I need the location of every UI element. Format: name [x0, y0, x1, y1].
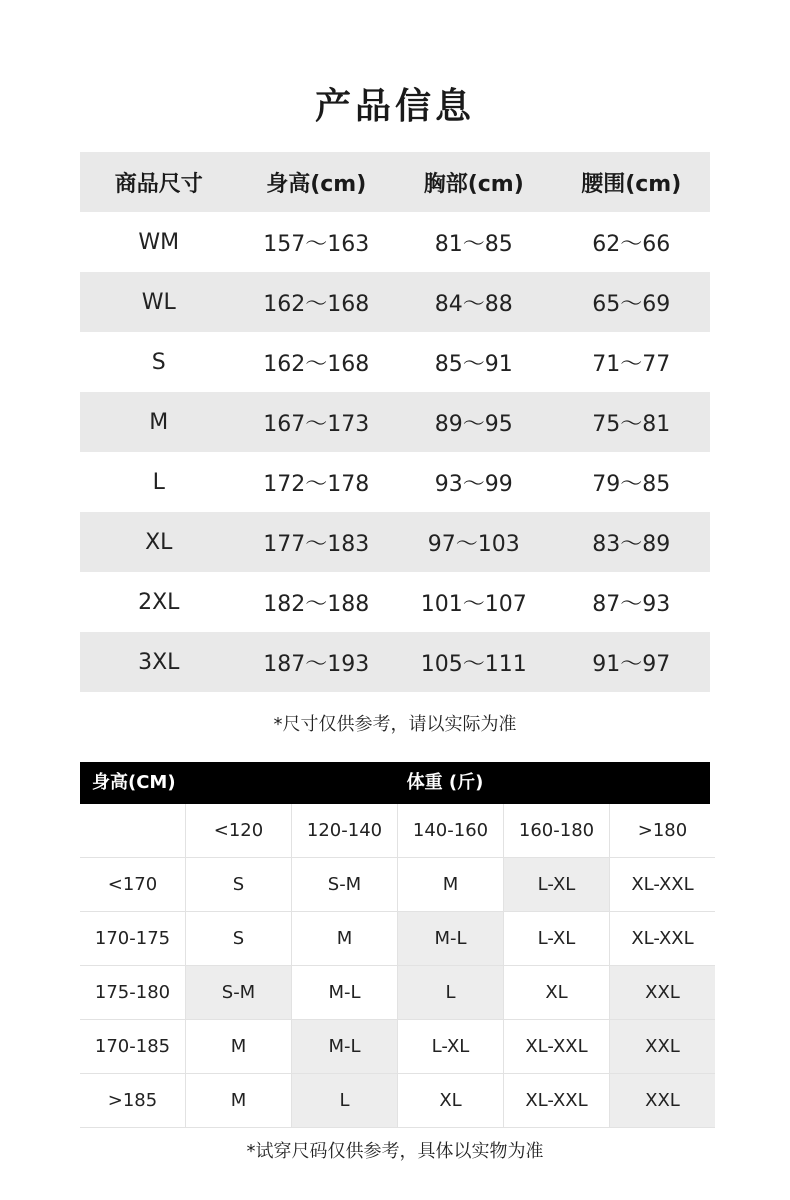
- cell-height: 187～193: [263, 651, 370, 677]
- cell-waist: 62～66: [592, 231, 671, 257]
- size-cell: XXL: [610, 1074, 716, 1128]
- row-height: 170-175: [80, 912, 186, 966]
- table-row: [80, 392, 710, 452]
- column-weight: 140-160: [398, 804, 504, 858]
- cell-chest: 93～99: [434, 471, 513, 497]
- size-table-header: [80, 152, 710, 212]
- size-cell: L-XL: [398, 1020, 504, 1074]
- table-row: [80, 452, 710, 512]
- column-weight: 160-180: [504, 804, 610, 858]
- table-row: [80, 1020, 715, 1074]
- size-cell: M-L: [292, 966, 398, 1020]
- size-table: [80, 152, 710, 692]
- header-waist: 腰围(cm): [581, 171, 682, 197]
- table-row: [80, 572, 710, 632]
- cell-waist: 65～69: [592, 291, 671, 317]
- column-weight: 120-140: [292, 804, 398, 858]
- size-cell: S: [186, 912, 292, 966]
- cell-size: XL: [145, 529, 173, 555]
- size-cell: S-M: [186, 966, 292, 1020]
- cell-size: 2XL: [138, 589, 180, 615]
- size-cell: XL-XXL: [504, 1020, 610, 1074]
- cell-height: 162～168: [263, 351, 370, 377]
- weight-note: *试穿尺码仅供参考，具体以实物为准: [246, 1141, 544, 1162]
- cell-waist: 91～97: [592, 651, 671, 677]
- size-cell: M-L: [292, 1020, 398, 1074]
- cell-height: 167～173: [263, 411, 370, 437]
- weight-table: [80, 804, 715, 1128]
- header-height: 身高(cm): [266, 171, 367, 197]
- cell-chest: 97～103: [427, 531, 520, 557]
- size-cell: M-L: [398, 912, 504, 966]
- weight-columns-row: [80, 804, 715, 858]
- cell-height: 172～178: [263, 471, 370, 497]
- table-row: [80, 912, 715, 966]
- cell-chest: 84～88: [434, 291, 513, 317]
- table-row: [80, 632, 710, 692]
- cell-size: M: [149, 409, 169, 435]
- cell-waist: 79～85: [592, 471, 671, 497]
- size-cell: XL-XXL: [504, 1074, 610, 1128]
- weight-table-header: [80, 762, 710, 804]
- row-height: >185: [80, 1074, 186, 1128]
- size-cell: S: [186, 858, 292, 912]
- size-cell: XXL: [610, 966, 716, 1020]
- weight-label: 体重 (斤): [406, 772, 484, 793]
- size-cell: L-XL: [504, 858, 610, 912]
- size-cell: XL-XXL: [610, 858, 716, 912]
- size-cell: M: [398, 858, 504, 912]
- column-weight: >180: [610, 804, 716, 858]
- cell-size: WM: [138, 229, 180, 255]
- row-height: 170-185: [80, 1020, 186, 1074]
- column-weight: <120: [186, 804, 292, 858]
- cell-waist: 83～89: [592, 531, 671, 557]
- cell-size: 3XL: [138, 649, 180, 675]
- size-cell: L: [398, 966, 504, 1020]
- size-cell: XL: [504, 966, 610, 1020]
- size-cell: M: [186, 1020, 292, 1074]
- cell-size: WL: [141, 289, 176, 315]
- size-cell: L: [292, 1074, 398, 1128]
- size-cell: L-XL: [504, 912, 610, 966]
- table-row: [80, 858, 715, 912]
- header-chest: 胸部(cm): [423, 171, 524, 197]
- row-height: <170: [80, 858, 186, 912]
- column-blank: [80, 804, 186, 858]
- table-row: [80, 966, 715, 1020]
- table-row: [80, 272, 710, 332]
- cell-size: L: [152, 469, 165, 495]
- page-title: 产品信息: [314, 86, 475, 127]
- size-cell: XXL: [610, 1020, 716, 1074]
- cell-size: S: [151, 349, 166, 375]
- cell-chest: 105～111: [420, 651, 527, 677]
- header-size: 商品尺寸: [114, 171, 203, 197]
- table-row: [80, 512, 710, 572]
- size-cell: XL-XXL: [610, 912, 716, 966]
- cell-chest: 85～91: [434, 351, 513, 377]
- cell-height: 182～188: [263, 591, 370, 617]
- row-height: 175-180: [80, 966, 186, 1020]
- table-row: [80, 212, 710, 272]
- cell-height: 157～163: [263, 231, 370, 257]
- size-note: *尺寸仅供参考，请以实际为准: [273, 714, 517, 735]
- size-cell: XL: [398, 1074, 504, 1128]
- table-row: [80, 1074, 715, 1128]
- cell-chest: 81～85: [434, 231, 513, 257]
- cell-chest: 89～95: [434, 411, 513, 437]
- size-cell: M: [186, 1074, 292, 1128]
- cell-height: 177～183: [263, 531, 370, 557]
- table-row: [80, 332, 710, 392]
- cell-height: 162～168: [263, 291, 370, 317]
- size-cell: S-M: [292, 858, 398, 912]
- cell-waist: 75～81: [592, 411, 671, 437]
- cell-waist: 71～77: [592, 351, 671, 377]
- cell-waist: 87～93: [592, 591, 671, 617]
- cell-chest: 101～107: [420, 591, 527, 617]
- size-cell: M: [292, 912, 398, 966]
- height-label: 身高(CM): [92, 772, 176, 793]
